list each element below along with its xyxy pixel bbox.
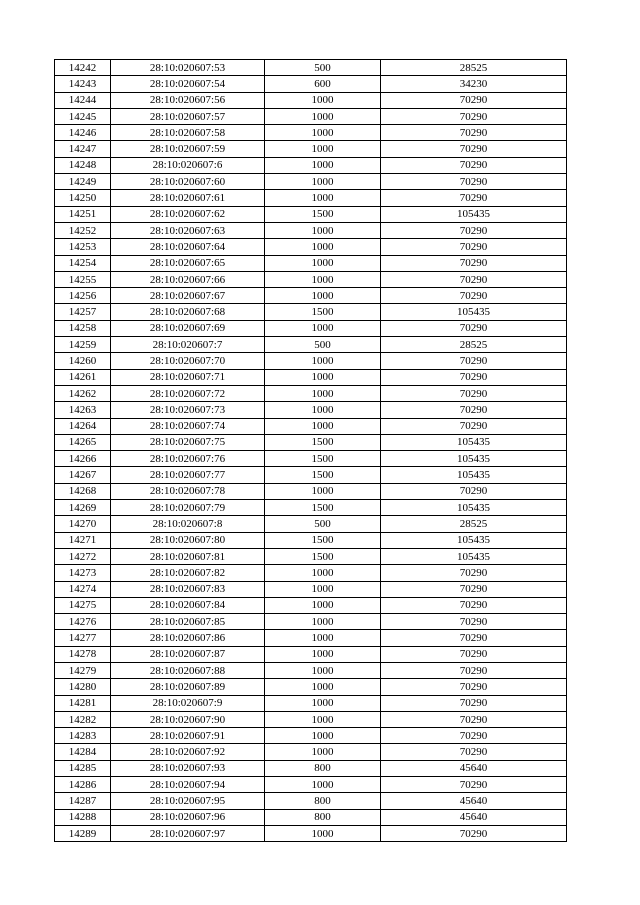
table-row bbox=[55, 369, 567, 385]
row-number-cell: 14264 bbox=[55, 418, 111, 434]
value-cell: 70290 bbox=[381, 581, 567, 597]
area-cell: 1000 bbox=[265, 125, 381, 141]
area-cell: 1000 bbox=[265, 418, 381, 434]
value-cell: 70290 bbox=[381, 728, 567, 744]
cadastral-number-cell: 28:10:020607:85 bbox=[111, 614, 265, 630]
row-number-cell: 14251 bbox=[55, 206, 111, 222]
cadastral-number-cell: 28:10:020607:78 bbox=[111, 483, 265, 499]
row-number-cell: 14284 bbox=[55, 744, 111, 760]
table-row bbox=[55, 320, 567, 336]
area-cell: 800 bbox=[265, 793, 381, 809]
row-number-cell: 14253 bbox=[55, 239, 111, 255]
row-number-cell: 14287 bbox=[55, 793, 111, 809]
row-number-cell: 14256 bbox=[55, 288, 111, 304]
area-cell: 1000 bbox=[265, 255, 381, 271]
cadastral-number-cell: 28:10:020607:6 bbox=[111, 157, 265, 173]
area-cell: 1000 bbox=[265, 825, 381, 841]
table-row bbox=[55, 744, 567, 760]
table-row bbox=[55, 255, 567, 271]
table-row bbox=[55, 809, 567, 825]
cadastral-number-cell: 28:10:020607:81 bbox=[111, 548, 265, 564]
area-cell: 1500 bbox=[265, 206, 381, 222]
table-row bbox=[55, 174, 567, 190]
value-cell: 70290 bbox=[381, 239, 567, 255]
cadastral-number-cell: 28:10:020607:96 bbox=[111, 809, 265, 825]
cadastral-number-cell: 28:10:020607:68 bbox=[111, 304, 265, 320]
area-cell: 1000 bbox=[265, 728, 381, 744]
value-cell: 105435 bbox=[381, 532, 567, 548]
area-cell: 1000 bbox=[265, 239, 381, 255]
row-number-cell: 14242 bbox=[55, 60, 111, 76]
row-number-cell: 14289 bbox=[55, 825, 111, 841]
value-cell: 70290 bbox=[381, 190, 567, 206]
area-cell: 1000 bbox=[265, 614, 381, 630]
value-cell: 70290 bbox=[381, 271, 567, 287]
table-row bbox=[55, 777, 567, 793]
cadastral-number-cell: 28:10:020607:72 bbox=[111, 385, 265, 401]
table-row bbox=[55, 190, 567, 206]
area-cell: 1000 bbox=[265, 369, 381, 385]
cadastral-number-cell: 28:10:020607:79 bbox=[111, 500, 265, 516]
area-cell: 1000 bbox=[265, 630, 381, 646]
value-cell: 70290 bbox=[381, 255, 567, 271]
area-cell: 1000 bbox=[265, 108, 381, 124]
table-row bbox=[55, 711, 567, 727]
row-number-cell: 14257 bbox=[55, 304, 111, 320]
table-row bbox=[55, 467, 567, 483]
table-row bbox=[55, 597, 567, 613]
area-cell: 1000 bbox=[265, 695, 381, 711]
row-number-cell: 14283 bbox=[55, 728, 111, 744]
area-cell: 1000 bbox=[265, 190, 381, 206]
table-row bbox=[55, 108, 567, 124]
area-cell: 1000 bbox=[265, 222, 381, 238]
table-row bbox=[55, 548, 567, 564]
table-row bbox=[55, 581, 567, 597]
cadastral-number-cell: 28:10:020607:73 bbox=[111, 402, 265, 418]
area-cell: 600 bbox=[265, 76, 381, 92]
cadastral-number-cell: 28:10:020607:91 bbox=[111, 728, 265, 744]
row-number-cell: 14281 bbox=[55, 695, 111, 711]
area-cell: 1500 bbox=[265, 548, 381, 564]
row-number-cell: 14252 bbox=[55, 222, 111, 238]
value-cell: 70290 bbox=[381, 108, 567, 124]
area-cell: 1000 bbox=[265, 662, 381, 678]
row-number-cell: 14258 bbox=[55, 320, 111, 336]
row-number-cell: 14249 bbox=[55, 174, 111, 190]
cadastral-number-cell: 28:10:020607:64 bbox=[111, 239, 265, 255]
row-number-cell: 14263 bbox=[55, 402, 111, 418]
table-row bbox=[55, 239, 567, 255]
table-row bbox=[55, 141, 567, 157]
row-number-cell: 14276 bbox=[55, 614, 111, 630]
cadastral-number-cell: 28:10:020607:62 bbox=[111, 206, 265, 222]
value-cell: 70290 bbox=[381, 483, 567, 499]
row-number-cell: 14271 bbox=[55, 532, 111, 548]
area-cell: 500 bbox=[265, 60, 381, 76]
row-number-cell: 14245 bbox=[55, 108, 111, 124]
cadastral-number-cell: 28:10:020607:65 bbox=[111, 255, 265, 271]
value-cell: 105435 bbox=[381, 451, 567, 467]
area-cell: 1000 bbox=[265, 597, 381, 613]
area-cell: 1000 bbox=[265, 581, 381, 597]
value-cell: 28525 bbox=[381, 516, 567, 532]
value-cell: 70290 bbox=[381, 174, 567, 190]
cadastral-number-cell: 28:10:020607:54 bbox=[111, 76, 265, 92]
area-cell: 1500 bbox=[265, 500, 381, 516]
table-row bbox=[55, 337, 567, 353]
row-number-cell: 14243 bbox=[55, 76, 111, 92]
table-row bbox=[55, 271, 567, 287]
cadastral-number-cell: 28:10:020607:58 bbox=[111, 125, 265, 141]
value-cell: 105435 bbox=[381, 467, 567, 483]
table-row bbox=[55, 434, 567, 450]
cadastral-number-cell: 28:10:020607:82 bbox=[111, 565, 265, 581]
value-cell: 105435 bbox=[381, 548, 567, 564]
table-row bbox=[55, 760, 567, 776]
value-cell: 70290 bbox=[381, 662, 567, 678]
cadastral-number-cell: 28:10:020607:95 bbox=[111, 793, 265, 809]
cadastral-number-cell: 28:10:020607:90 bbox=[111, 711, 265, 727]
table-row bbox=[55, 157, 567, 173]
area-cell: 1500 bbox=[265, 451, 381, 467]
cadastral-number-cell: 28:10:020607:97 bbox=[111, 825, 265, 841]
value-cell: 105435 bbox=[381, 434, 567, 450]
area-cell: 1000 bbox=[265, 646, 381, 662]
value-cell: 70290 bbox=[381, 744, 567, 760]
row-number-cell: 14266 bbox=[55, 451, 111, 467]
area-cell: 1500 bbox=[265, 434, 381, 450]
row-number-cell: 14267 bbox=[55, 467, 111, 483]
value-cell: 70290 bbox=[381, 825, 567, 841]
value-cell: 70290 bbox=[381, 353, 567, 369]
table-row bbox=[55, 483, 567, 499]
cadastral-number-cell: 28:10:020607:70 bbox=[111, 353, 265, 369]
value-cell: 70290 bbox=[381, 402, 567, 418]
value-cell: 70290 bbox=[381, 222, 567, 238]
value-cell: 70290 bbox=[381, 630, 567, 646]
area-cell: 1000 bbox=[265, 679, 381, 695]
row-number-cell: 14248 bbox=[55, 157, 111, 173]
area-cell: 800 bbox=[265, 760, 381, 776]
cadastral-number-cell: 28:10:020607:66 bbox=[111, 271, 265, 287]
value-cell: 70290 bbox=[381, 646, 567, 662]
area-cell: 1000 bbox=[265, 744, 381, 760]
table-row bbox=[55, 646, 567, 662]
cadastral-number-cell: 28:10:020607:71 bbox=[111, 369, 265, 385]
row-number-cell: 14278 bbox=[55, 646, 111, 662]
area-cell: 1000 bbox=[265, 271, 381, 287]
value-cell: 105435 bbox=[381, 206, 567, 222]
value-cell: 70290 bbox=[381, 385, 567, 401]
value-cell: 70290 bbox=[381, 369, 567, 385]
row-number-cell: 14282 bbox=[55, 711, 111, 727]
value-cell: 70290 bbox=[381, 695, 567, 711]
area-cell: 1000 bbox=[265, 288, 381, 304]
cadastral-number-cell: 28:10:020607:87 bbox=[111, 646, 265, 662]
value-cell: 70290 bbox=[381, 597, 567, 613]
row-number-cell: 14247 bbox=[55, 141, 111, 157]
area-cell: 500 bbox=[265, 337, 381, 353]
area-cell: 1000 bbox=[265, 320, 381, 336]
row-number-cell: 14286 bbox=[55, 777, 111, 793]
cadastral-number-cell: 28:10:020607:67 bbox=[111, 288, 265, 304]
cadastral-number-cell: 28:10:020607:63 bbox=[111, 222, 265, 238]
area-cell: 1000 bbox=[265, 777, 381, 793]
row-number-cell: 14273 bbox=[55, 565, 111, 581]
area-cell: 1000 bbox=[265, 174, 381, 190]
parcel-table-body bbox=[55, 60, 567, 842]
row-number-cell: 14272 bbox=[55, 548, 111, 564]
row-number-cell: 14259 bbox=[55, 337, 111, 353]
row-number-cell: 14274 bbox=[55, 581, 111, 597]
row-number-cell: 14269 bbox=[55, 500, 111, 516]
area-cell: 1000 bbox=[265, 565, 381, 581]
cadastral-number-cell: 28:10:020607:59 bbox=[111, 141, 265, 157]
table-row bbox=[55, 565, 567, 581]
cadastral-number-cell: 28:10:020607:8 bbox=[111, 516, 265, 532]
area-cell: 1000 bbox=[265, 157, 381, 173]
cadastral-number-cell: 28:10:020607:77 bbox=[111, 467, 265, 483]
parcel-table bbox=[54, 59, 567, 842]
table-row bbox=[55, 60, 567, 76]
table-row bbox=[55, 630, 567, 646]
value-cell: 70290 bbox=[381, 288, 567, 304]
cadastral-number-cell: 28:10:020607:9 bbox=[111, 695, 265, 711]
cadastral-number-cell: 28:10:020607:61 bbox=[111, 190, 265, 206]
area-cell: 800 bbox=[265, 809, 381, 825]
value-cell: 70290 bbox=[381, 141, 567, 157]
value-cell: 45640 bbox=[381, 793, 567, 809]
value-cell: 70290 bbox=[381, 565, 567, 581]
cadastral-number-cell: 28:10:020607:69 bbox=[111, 320, 265, 336]
cadastral-number-cell: 28:10:020607:83 bbox=[111, 581, 265, 597]
row-number-cell: 14260 bbox=[55, 353, 111, 369]
table-row bbox=[55, 662, 567, 678]
value-cell: 34230 bbox=[381, 76, 567, 92]
table-row bbox=[55, 418, 567, 434]
table-row bbox=[55, 206, 567, 222]
cadastral-number-cell: 28:10:020607:89 bbox=[111, 679, 265, 695]
row-number-cell: 14254 bbox=[55, 255, 111, 271]
row-number-cell: 14255 bbox=[55, 271, 111, 287]
value-cell: 45640 bbox=[381, 760, 567, 776]
value-cell: 70290 bbox=[381, 614, 567, 630]
cadastral-number-cell: 28:10:020607:76 bbox=[111, 451, 265, 467]
table-row bbox=[55, 402, 567, 418]
cadastral-number-cell: 28:10:020607:53 bbox=[111, 60, 265, 76]
value-cell: 70290 bbox=[381, 679, 567, 695]
table-row bbox=[55, 125, 567, 141]
cadastral-number-cell: 28:10:020607:86 bbox=[111, 630, 265, 646]
cadastral-number-cell: 28:10:020607:88 bbox=[111, 662, 265, 678]
area-cell: 1500 bbox=[265, 304, 381, 320]
table-row bbox=[55, 532, 567, 548]
table-row bbox=[55, 385, 567, 401]
cadastral-number-cell: 28:10:020607:56 bbox=[111, 92, 265, 108]
row-number-cell: 14270 bbox=[55, 516, 111, 532]
row-number-cell: 14275 bbox=[55, 597, 111, 613]
area-cell: 1000 bbox=[265, 402, 381, 418]
table-row bbox=[55, 222, 567, 238]
value-cell: 70290 bbox=[381, 125, 567, 141]
table-row bbox=[55, 679, 567, 695]
value-cell: 105435 bbox=[381, 500, 567, 516]
cadastral-number-cell: 28:10:020607:60 bbox=[111, 174, 265, 190]
area-cell: 1000 bbox=[265, 483, 381, 499]
row-number-cell: 14250 bbox=[55, 190, 111, 206]
value-cell: 70290 bbox=[381, 777, 567, 793]
table-row bbox=[55, 76, 567, 92]
value-cell: 28525 bbox=[381, 60, 567, 76]
area-cell: 1000 bbox=[265, 385, 381, 401]
value-cell: 70290 bbox=[381, 711, 567, 727]
row-number-cell: 14268 bbox=[55, 483, 111, 499]
row-number-cell: 14262 bbox=[55, 385, 111, 401]
row-number-cell: 14285 bbox=[55, 760, 111, 776]
cadastral-number-cell: 28:10:020607:93 bbox=[111, 760, 265, 776]
value-cell: 70290 bbox=[381, 418, 567, 434]
cadastral-number-cell: 28:10:020607:94 bbox=[111, 777, 265, 793]
cadastral-number-cell: 28:10:020607:75 bbox=[111, 434, 265, 450]
cadastral-number-cell: 28:10:020607:57 bbox=[111, 108, 265, 124]
row-number-cell: 14261 bbox=[55, 369, 111, 385]
table-row bbox=[55, 500, 567, 516]
area-cell: 1500 bbox=[265, 532, 381, 548]
table-row bbox=[55, 695, 567, 711]
cadastral-number-cell: 28:10:020607:7 bbox=[111, 337, 265, 353]
value-cell: 28525 bbox=[381, 337, 567, 353]
cadastral-number-cell: 28:10:020607:80 bbox=[111, 532, 265, 548]
table-row bbox=[55, 516, 567, 532]
area-cell: 1000 bbox=[265, 92, 381, 108]
value-cell: 70290 bbox=[381, 157, 567, 173]
area-cell: 1500 bbox=[265, 467, 381, 483]
table-row bbox=[55, 92, 567, 108]
table-row bbox=[55, 614, 567, 630]
area-cell: 1000 bbox=[265, 711, 381, 727]
row-number-cell: 14280 bbox=[55, 679, 111, 695]
value-cell: 45640 bbox=[381, 809, 567, 825]
row-number-cell: 14288 bbox=[55, 809, 111, 825]
table-row bbox=[55, 793, 567, 809]
row-number-cell: 14279 bbox=[55, 662, 111, 678]
cadastral-number-cell: 28:10:020607:92 bbox=[111, 744, 265, 760]
row-number-cell: 14246 bbox=[55, 125, 111, 141]
table-row bbox=[55, 825, 567, 841]
value-cell: 70290 bbox=[381, 92, 567, 108]
cadastral-number-cell: 28:10:020607:84 bbox=[111, 597, 265, 613]
cadastral-number-cell: 28:10:020607:74 bbox=[111, 418, 265, 434]
table-row bbox=[55, 288, 567, 304]
value-cell: 70290 bbox=[381, 320, 567, 336]
row-number-cell: 14277 bbox=[55, 630, 111, 646]
area-cell: 1000 bbox=[265, 353, 381, 369]
table-row bbox=[55, 304, 567, 320]
row-number-cell: 14244 bbox=[55, 92, 111, 108]
table-row bbox=[55, 451, 567, 467]
table-row bbox=[55, 728, 567, 744]
area-cell: 500 bbox=[265, 516, 381, 532]
value-cell: 105435 bbox=[381, 304, 567, 320]
area-cell: 1000 bbox=[265, 141, 381, 157]
row-number-cell: 14265 bbox=[55, 434, 111, 450]
table-row bbox=[55, 353, 567, 369]
